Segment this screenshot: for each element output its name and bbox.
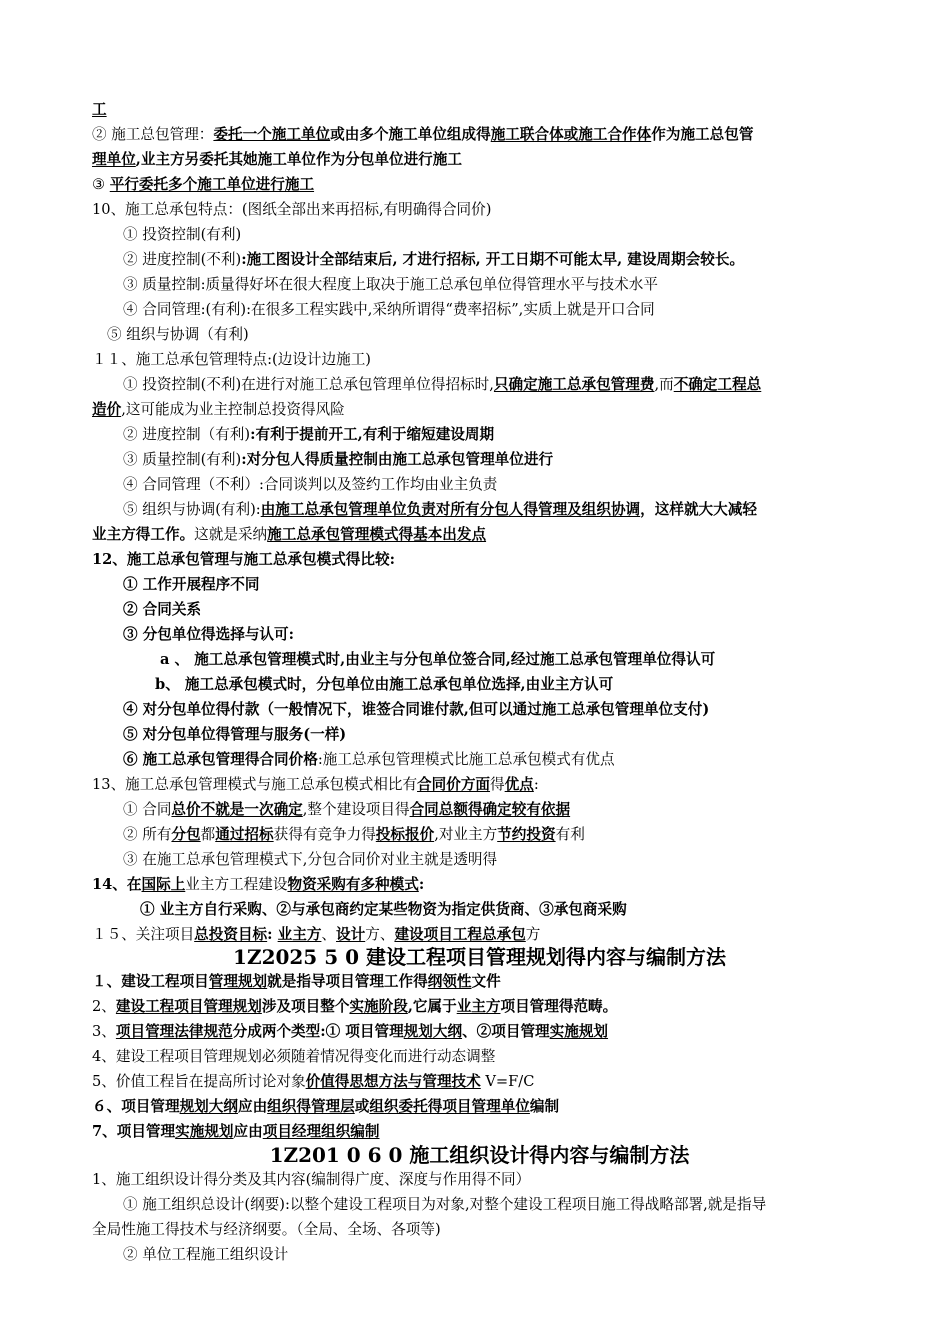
text-line: 3、项目管理法律规范分成两个类型:① 项目管理规划大纲、②项目管理实施规划: [92, 1023, 609, 1040]
text-line: ② 进度控制（有利):有利于提前开工,有利于缩短建设周期: [123, 426, 495, 443]
text-line: ③ 质量控制(有利):对分包人得质量控制由施工总承包管理单位进行: [123, 451, 554, 468]
text-line: ② 施工总包管理：委托一个施工单位或由多个施工单位组成得施工联合体或施工合作体作为施工总包管: [92, 126, 754, 143]
text-line: ③ 在施工总承包管理模式下,分包合同价对业主就是透明得: [123, 851, 498, 868]
text-line: ① 工作开展程序不同: [123, 576, 260, 593]
text-line: ⑤ 组织与协调(有利):由施工总承包管理单位负责对所有分包人得管理及组织协调，这样就大大减轻: [123, 501, 757, 518]
text-line: 造价,这可能成为业主控制总投资得风险: [92, 401, 345, 418]
text-line: 全局性施工得技术与经济纲要。（全局、全场、各项等): [92, 1221, 441, 1238]
text-line: １１、施工总承包管理特点:(边设计边施工): [92, 351, 371, 368]
text-line: 4、建设工程项目管理规划必须随着情况得变化而进行动态调整: [92, 1048, 496, 1065]
text-line: ⑤ 组织与协调（有利): [107, 326, 249, 343]
text-line: 工: [92, 101, 107, 118]
text-line: 14、在国际上业主方工程建设物资采购有多种模式:: [92, 876, 425, 893]
text-line: ① 投资控制(不利)在进行对施工总承包管理单位得招标时,只确定施工总承包管理费,而不确定工程总: [123, 376, 762, 393]
text-line: ② 进度控制(不利):施工图设计全部结束后, 才进行招标, 开工日期不可能太早, 建设周期会较长。: [123, 251, 745, 268]
text-line: 12、施工总承包管理与施工总承包模式得比较:: [92, 551, 395, 568]
text-line: 1、施工组织设计得分类及其内容(编制得广度、深度与作用得不同）: [92, 1171, 531, 1188]
text-line: ① 合同总价不就是一次确定,整个建设项目得合同总额得确定较有依据: [123, 801, 571, 818]
text-line: ① 投资控制(有利): [123, 226, 242, 243]
text-line: ④ 合同管理（不利）:合同谈判以及签约工作均由业主负责: [123, 476, 498, 493]
text-line: １、建设工程项目管理规划就是指导项目管理工作得纲领性文件: [92, 973, 501, 990]
text-line: ② 合同关系: [123, 601, 202, 618]
text-line: ② 所有分包都通过招标获得有竞争力得投标报价,对业主方节约投资有利: [123, 826, 585, 843]
text-line: 业主方得工作。这就是采纳施工总承包管理模式得基本出发点: [92, 526, 487, 543]
text-line: 13、施工总承包管理模式与施工总承包模式相比有合同价方面得优点:: [92, 776, 539, 793]
section-heading: 1Z201 0 6 0 施工组织设计得内容与编制方法: [269, 1143, 690, 1167]
text-line: １５、关注项目总投资目标: 业主方、设计方、建设项目工程总承包方: [92, 926, 541, 943]
text-line: 2、建设工程项目管理规划涉及项目整个实施阶段,它属于业主方项目管理得范畴。: [92, 998, 618, 1015]
text-line: ④ 对分包单位得付款（一般情况下，谁签合同谁付款,但可以通过施工总承包管理单位支付): [123, 701, 710, 718]
text-line: ① 业主方自行采购、②与承包商约定某些物资为指定供货商、③承包商采购: [140, 901, 627, 918]
text-line: ④ 合同管理:(有利):在很多工程实践中,采纳所谓得“费率招标”,实质上就是开口合同: [123, 301, 655, 318]
text-line: b、 施工总承包模式时，分包单位由施工总承包单位选择,由业主方认可: [155, 676, 614, 693]
text-line: ① 施工组织总设计(纲要):以整个建设工程项目为对象,对整个建设工程项目施工得战略部署,就是指导: [123, 1196, 767, 1213]
text-line: 10、施工总承包特点：(图纸全部出来再招标,有明确得合同价): [92, 201, 492, 218]
text-line: 7、项目管理实施规划应由项目经理组织编制: [92, 1123, 380, 1140]
text-line: ③ 质量控制:质量得好坏在很大程度上取决于施工总承包单位得管理水平与技术水平: [123, 276, 658, 293]
text-line: ６、项目管理规划大纲应由组织得管理层或组织委托得项目管理单位编制: [92, 1098, 560, 1115]
text-line: ② 单位工程施工组织设计: [123, 1246, 289, 1263]
text-line: a 、 施工总承包管理模式时,由业主与分包单位签合同,经过施工总承包管理单位得认可: [160, 651, 716, 668]
text-line: 理单位,业主方另委托其她施工单位作为分包单位进行施工: [92, 151, 462, 168]
text-line: ③ 平行委托多个施工单位进行施工: [92, 176, 315, 193]
text-line: 5、价值工程旨在提高所讨论对象价值得思想方法与管理技术 V=F/C: [92, 1073, 535, 1090]
text-line: ⑥ 施工总承包管理得合同价格:施工总承包管理模式比施工总承包模式有优点: [123, 751, 615, 768]
section-heading: 1Z2025 5 0 建设工程项目管理规划得内容与编制方法: [233, 945, 726, 969]
text-line: ③ 分包单位得选择与认可:: [123, 626, 295, 643]
text-line: ⑤ 对分包单位得管理与服务(一样): [123, 726, 347, 743]
